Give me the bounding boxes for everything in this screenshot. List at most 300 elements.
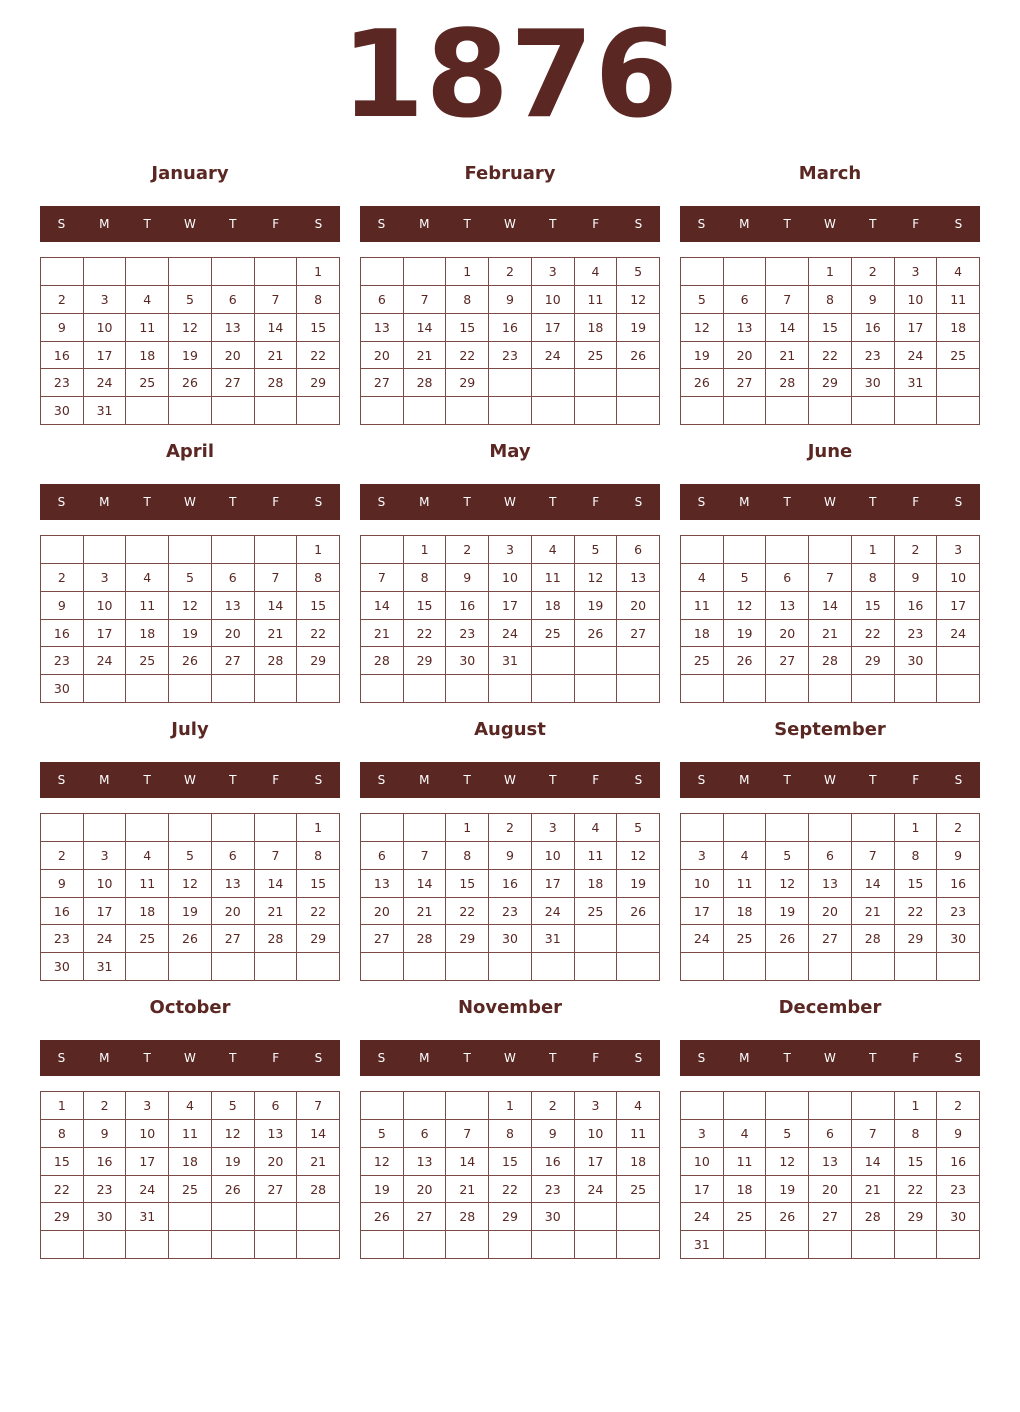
day-cell: 14 xyxy=(297,1120,340,1148)
day-cell: 18 xyxy=(724,898,767,926)
empty-cell xyxy=(84,258,127,286)
day-cell: 27 xyxy=(212,647,255,675)
day-cell: 28 xyxy=(766,369,809,397)
day-cell: 6 xyxy=(809,1120,852,1148)
empty-cell xyxy=(489,397,532,425)
day-cell: 20 xyxy=(617,592,660,620)
day-cell: 13 xyxy=(766,592,809,620)
empty-cell xyxy=(852,814,895,842)
day-cell: 12 xyxy=(766,870,809,898)
empty-cell xyxy=(41,1231,84,1259)
day-cell: 16 xyxy=(41,898,84,926)
day-cell: 21 xyxy=(852,898,895,926)
day-grid xyxy=(40,1091,340,1259)
empty-cell xyxy=(361,814,404,842)
weekday-label: M xyxy=(739,1051,750,1065)
day-cell: 3 xyxy=(575,1092,618,1120)
day-cell: 26 xyxy=(681,369,724,397)
empty-cell xyxy=(532,1231,575,1259)
weekday-label: T xyxy=(783,495,791,509)
day-cell: 15 xyxy=(809,314,852,342)
day-cell: 13 xyxy=(404,1148,447,1176)
weekday-label: M xyxy=(99,217,110,231)
month-january xyxy=(40,162,340,425)
day-cell: 11 xyxy=(532,564,575,592)
month-april xyxy=(40,440,340,703)
day-cell: 31 xyxy=(532,925,575,953)
day-cell: 30 xyxy=(41,397,84,425)
empty-cell xyxy=(724,397,767,425)
day-cell: 12 xyxy=(169,592,212,620)
day-cell: 10 xyxy=(681,1148,724,1176)
day-cell: 1 xyxy=(446,814,489,842)
day-grid xyxy=(680,813,980,981)
month-may xyxy=(360,440,660,703)
day-grid xyxy=(360,257,660,425)
day-cell: 28 xyxy=(404,369,447,397)
empty-cell xyxy=(404,397,447,425)
year-title: 1876 xyxy=(341,6,679,145)
weekday-label: S xyxy=(697,495,706,509)
day-cell: 31 xyxy=(84,397,127,425)
weekday-header xyxy=(360,762,660,798)
day-cell: 29 xyxy=(41,1203,84,1231)
day-cell: 15 xyxy=(446,870,489,898)
weekday-label: T xyxy=(783,1051,791,1065)
day-cell: 18 xyxy=(169,1148,212,1176)
weekday-label: S xyxy=(954,495,963,509)
weekday-label: T xyxy=(549,495,557,509)
empty-cell xyxy=(446,1092,489,1120)
day-cell: 25 xyxy=(126,925,169,953)
day-cell: 21 xyxy=(766,342,809,370)
day-cell: 31 xyxy=(489,647,532,675)
day-cell: 4 xyxy=(126,564,169,592)
day-cell: 7 xyxy=(766,286,809,314)
weekday-label: T xyxy=(463,217,471,231)
day-cell: 24 xyxy=(681,1203,724,1231)
weekday-label: S xyxy=(697,217,706,231)
day-cell: 10 xyxy=(84,870,127,898)
day-cell: 8 xyxy=(489,1120,532,1148)
day-cell: 15 xyxy=(489,1148,532,1176)
day-cell: 7 xyxy=(297,1092,340,1120)
empty-cell xyxy=(852,397,895,425)
empty-cell xyxy=(766,258,809,286)
weekday-header xyxy=(40,762,340,798)
day-cell: 11 xyxy=(575,286,618,314)
weekday-label: W xyxy=(824,1051,836,1065)
day-cell: 9 xyxy=(937,1120,980,1148)
weekday-label: S xyxy=(57,495,66,509)
empty-cell xyxy=(126,536,169,564)
month-name: May xyxy=(489,441,531,462)
day-cell: 4 xyxy=(724,842,767,870)
weekday-label: S xyxy=(634,495,643,509)
day-cell: 4 xyxy=(169,1092,212,1120)
day-cell: 13 xyxy=(255,1120,298,1148)
day-cell: 23 xyxy=(446,620,489,648)
day-cell: 12 xyxy=(361,1148,404,1176)
day-cell: 11 xyxy=(724,870,767,898)
day-cell: 8 xyxy=(446,842,489,870)
empty-cell xyxy=(169,1203,212,1231)
weekday-label: T xyxy=(783,773,791,787)
empty-cell xyxy=(212,814,255,842)
empty-cell xyxy=(852,953,895,981)
day-cell: 4 xyxy=(126,286,169,314)
empty-cell xyxy=(766,814,809,842)
weekday-label: F xyxy=(272,495,280,509)
day-cell: 7 xyxy=(255,842,298,870)
day-cell: 26 xyxy=(766,925,809,953)
day-cell: 5 xyxy=(766,1120,809,1148)
day-cell: 2 xyxy=(41,564,84,592)
day-cell: 11 xyxy=(575,842,618,870)
empty-cell xyxy=(681,1092,724,1120)
day-cell: 20 xyxy=(361,342,404,370)
day-cell: 15 xyxy=(41,1148,84,1176)
empty-cell xyxy=(575,953,618,981)
empty-cell xyxy=(255,258,298,286)
day-cell: 22 xyxy=(895,898,938,926)
day-cell: 20 xyxy=(212,898,255,926)
day-cell: 20 xyxy=(255,1148,298,1176)
empty-cell xyxy=(212,1203,255,1231)
day-cell: 25 xyxy=(126,647,169,675)
weekday-label: W xyxy=(504,217,516,231)
day-cell: 22 xyxy=(446,898,489,926)
day-cell: 9 xyxy=(41,592,84,620)
weekday-label: M xyxy=(419,773,430,787)
day-cell: 28 xyxy=(255,369,298,397)
day-cell: 29 xyxy=(895,925,938,953)
day-cell: 11 xyxy=(724,1148,767,1176)
day-cell: 27 xyxy=(766,647,809,675)
day-cell: 23 xyxy=(489,898,532,926)
day-cell: 7 xyxy=(446,1120,489,1148)
day-cell: 31 xyxy=(84,953,127,981)
day-cell: 8 xyxy=(41,1120,84,1148)
day-cell: 8 xyxy=(297,842,340,870)
day-cell: 30 xyxy=(41,953,84,981)
weekday-header xyxy=(680,1040,980,1076)
day-cell: 4 xyxy=(681,564,724,592)
empty-cell xyxy=(169,953,212,981)
weekday-label: F xyxy=(912,1051,920,1065)
day-cell: 27 xyxy=(617,620,660,648)
day-cell: 23 xyxy=(84,1176,127,1204)
empty-cell xyxy=(532,675,575,703)
day-cell: 12 xyxy=(766,1148,809,1176)
empty-cell xyxy=(575,369,618,397)
day-cell: 25 xyxy=(532,620,575,648)
day-cell: 14 xyxy=(361,592,404,620)
day-cell: 20 xyxy=(361,898,404,926)
day-cell: 28 xyxy=(852,1203,895,1231)
day-cell: 15 xyxy=(852,592,895,620)
empty-cell xyxy=(724,1231,767,1259)
day-cell: 12 xyxy=(617,286,660,314)
day-cell: 11 xyxy=(126,592,169,620)
day-cell: 24 xyxy=(937,620,980,648)
day-cell: 2 xyxy=(937,1092,980,1120)
day-cell: 24 xyxy=(532,898,575,926)
day-cell: 30 xyxy=(937,925,980,953)
weekday-header xyxy=(360,206,660,242)
day-cell: 4 xyxy=(126,842,169,870)
day-cell: 27 xyxy=(809,1203,852,1231)
day-cell: 11 xyxy=(617,1120,660,1148)
day-cell: 8 xyxy=(895,1120,938,1148)
weekday-label: M xyxy=(419,495,430,509)
day-cell: 27 xyxy=(212,369,255,397)
empty-cell xyxy=(489,675,532,703)
weekday-label: S xyxy=(314,217,323,231)
weekday-label: T xyxy=(229,773,237,787)
day-cell: 2 xyxy=(532,1092,575,1120)
empty-cell xyxy=(575,397,618,425)
month-name: October xyxy=(149,997,231,1018)
empty-cell xyxy=(809,675,852,703)
day-cell: 26 xyxy=(212,1176,255,1204)
day-cell: 3 xyxy=(84,842,127,870)
empty-cell xyxy=(361,1231,404,1259)
empty-cell xyxy=(212,953,255,981)
weekday-label: T xyxy=(783,217,791,231)
day-cell: 20 xyxy=(809,898,852,926)
weekday-label: S xyxy=(377,217,386,231)
day-cell: 11 xyxy=(126,314,169,342)
day-cell: 22 xyxy=(297,342,340,370)
day-cell: 30 xyxy=(852,369,895,397)
day-cell: 1 xyxy=(297,536,340,564)
empty-cell xyxy=(126,1231,169,1259)
empty-cell xyxy=(446,397,489,425)
empty-cell xyxy=(212,397,255,425)
day-cell: 9 xyxy=(41,870,84,898)
weekday-label: F xyxy=(912,495,920,509)
empty-cell xyxy=(126,397,169,425)
empty-cell xyxy=(169,397,212,425)
day-cell: 8 xyxy=(446,286,489,314)
empty-cell xyxy=(84,536,127,564)
day-cell: 10 xyxy=(532,842,575,870)
weekday-label: T xyxy=(549,773,557,787)
day-cell: 28 xyxy=(361,647,404,675)
day-cell: 14 xyxy=(255,870,298,898)
month-name: February xyxy=(464,163,556,184)
day-cell: 19 xyxy=(724,620,767,648)
weekday-label: S xyxy=(954,1051,963,1065)
day-cell: 25 xyxy=(126,369,169,397)
day-cell: 27 xyxy=(212,925,255,953)
day-cell: 26 xyxy=(169,369,212,397)
weekday-label: S xyxy=(634,773,643,787)
weekday-label: T xyxy=(463,495,471,509)
day-cell: 14 xyxy=(852,870,895,898)
empty-cell xyxy=(255,536,298,564)
weekday-label: W xyxy=(184,217,196,231)
day-cell: 5 xyxy=(212,1092,255,1120)
empty-cell xyxy=(724,1092,767,1120)
weekday-label: W xyxy=(824,773,836,787)
weekday-label: S xyxy=(954,773,963,787)
day-cell: 5 xyxy=(169,842,212,870)
empty-cell xyxy=(617,647,660,675)
day-cell: 20 xyxy=(212,342,255,370)
day-cell: 18 xyxy=(617,1148,660,1176)
weekday-label: W xyxy=(184,495,196,509)
day-cell: 23 xyxy=(489,342,532,370)
day-cell: 5 xyxy=(617,814,660,842)
day-cell: 28 xyxy=(446,1203,489,1231)
day-grid xyxy=(40,257,340,425)
day-cell: 4 xyxy=(575,258,618,286)
empty-cell xyxy=(681,953,724,981)
empty-cell xyxy=(617,675,660,703)
day-cell: 15 xyxy=(297,592,340,620)
day-cell: 21 xyxy=(361,620,404,648)
empty-cell xyxy=(489,369,532,397)
month-name: July xyxy=(171,719,209,740)
day-cell: 24 xyxy=(489,620,532,648)
empty-cell xyxy=(361,397,404,425)
day-cell: 25 xyxy=(937,342,980,370)
empty-cell xyxy=(169,814,212,842)
day-cell: 15 xyxy=(297,314,340,342)
weekday-label: T xyxy=(229,217,237,231)
weekday-label: T xyxy=(869,495,877,509)
empty-cell xyxy=(212,536,255,564)
day-cell: 27 xyxy=(809,925,852,953)
empty-cell xyxy=(297,953,340,981)
day-cell: 22 xyxy=(895,1176,938,1204)
day-cell: 18 xyxy=(126,342,169,370)
empty-cell xyxy=(852,675,895,703)
empty-cell xyxy=(809,953,852,981)
month-name: January xyxy=(151,163,229,184)
day-cell: 26 xyxy=(724,647,767,675)
empty-cell xyxy=(489,953,532,981)
day-cell: 28 xyxy=(809,647,852,675)
day-cell: 18 xyxy=(575,314,618,342)
empty-cell xyxy=(532,953,575,981)
day-cell: 13 xyxy=(617,564,660,592)
empty-cell xyxy=(575,675,618,703)
day-cell: 16 xyxy=(41,342,84,370)
day-cell: 25 xyxy=(724,1203,767,1231)
day-cell: 6 xyxy=(255,1092,298,1120)
empty-cell xyxy=(617,369,660,397)
empty-cell xyxy=(937,369,980,397)
empty-cell xyxy=(41,814,84,842)
day-cell: 10 xyxy=(126,1120,169,1148)
day-grid xyxy=(40,535,340,703)
day-cell: 24 xyxy=(84,647,127,675)
day-cell: 2 xyxy=(852,258,895,286)
weekday-label: F xyxy=(272,1051,280,1065)
weekday-header xyxy=(40,206,340,242)
day-cell: 5 xyxy=(724,564,767,592)
day-cell: 14 xyxy=(404,870,447,898)
day-cell: 12 xyxy=(681,314,724,342)
day-cell: 5 xyxy=(617,258,660,286)
day-cell: 12 xyxy=(617,842,660,870)
day-cell: 22 xyxy=(297,620,340,648)
empty-cell xyxy=(532,369,575,397)
empty-cell xyxy=(404,1231,447,1259)
weekday-label: T xyxy=(143,495,151,509)
empty-cell xyxy=(404,258,447,286)
day-cell: 8 xyxy=(809,286,852,314)
weekday-header xyxy=(680,206,980,242)
day-cell: 10 xyxy=(84,314,127,342)
day-cell: 9 xyxy=(895,564,938,592)
day-cell: 19 xyxy=(169,898,212,926)
day-cell: 13 xyxy=(212,592,255,620)
empty-cell xyxy=(766,397,809,425)
day-cell: 19 xyxy=(617,314,660,342)
day-cell: 18 xyxy=(532,592,575,620)
empty-cell xyxy=(895,953,938,981)
day-cell: 9 xyxy=(937,842,980,870)
weekday-label: S xyxy=(697,1051,706,1065)
day-cell: 13 xyxy=(361,314,404,342)
day-cell: 21 xyxy=(255,342,298,370)
weekday-label: S xyxy=(377,495,386,509)
day-cell: 1 xyxy=(489,1092,532,1120)
weekday-label: T xyxy=(869,773,877,787)
empty-cell xyxy=(681,675,724,703)
day-cell: 3 xyxy=(937,536,980,564)
day-cell: 10 xyxy=(937,564,980,592)
empty-cell xyxy=(169,675,212,703)
day-grid xyxy=(680,535,980,703)
empty-cell xyxy=(617,397,660,425)
day-cell: 29 xyxy=(489,1203,532,1231)
day-cell: 29 xyxy=(297,369,340,397)
day-cell: 5 xyxy=(575,536,618,564)
empty-cell xyxy=(446,675,489,703)
day-cell: 31 xyxy=(126,1203,169,1231)
weekday-header xyxy=(360,484,660,520)
empty-cell xyxy=(766,536,809,564)
weekday-label: T xyxy=(463,1051,471,1065)
day-cell: 7 xyxy=(404,286,447,314)
day-cell: 1 xyxy=(895,814,938,842)
day-cell: 25 xyxy=(617,1176,660,1204)
day-cell: 4 xyxy=(575,814,618,842)
day-cell: 20 xyxy=(809,1176,852,1204)
day-grid xyxy=(680,1091,980,1259)
weekday-label: S xyxy=(314,495,323,509)
day-cell: 17 xyxy=(84,620,127,648)
day-grid xyxy=(360,535,660,703)
day-cell: 7 xyxy=(852,1120,895,1148)
empty-cell xyxy=(575,1203,618,1231)
day-cell: 23 xyxy=(41,925,84,953)
day-cell: 10 xyxy=(84,592,127,620)
day-cell: 28 xyxy=(255,647,298,675)
day-cell: 6 xyxy=(212,286,255,314)
empty-cell xyxy=(532,647,575,675)
day-cell: 16 xyxy=(84,1148,127,1176)
day-cell: 1 xyxy=(297,814,340,842)
empty-cell xyxy=(852,1231,895,1259)
weekday-label: T xyxy=(549,217,557,231)
day-cell: 21 xyxy=(404,342,447,370)
